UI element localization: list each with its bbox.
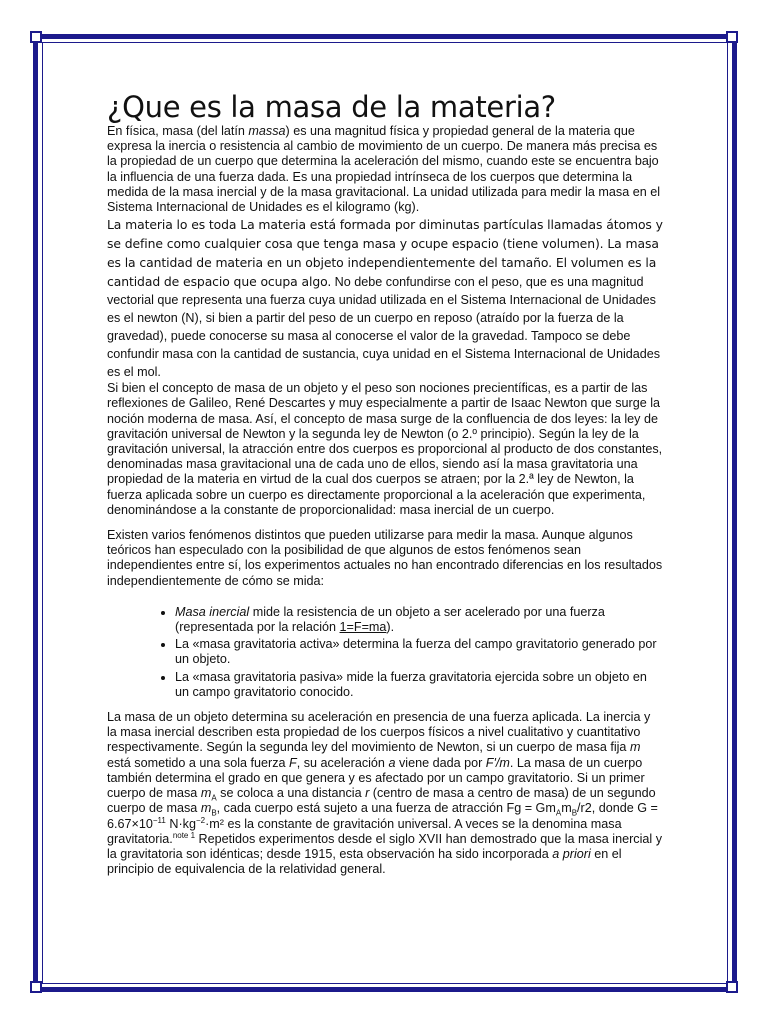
list-item: • Masa inercial mide la resistencia de un objeto a ser acelerado por una fuerza (representada por la relación 1=F=ma). xyxy=(175,605,663,635)
document-body xyxy=(107,90,663,877)
border-corner-top-left xyxy=(30,31,42,43)
paragraph-peso: No debe confundirse con el peso, que es una magnitud vectorial que representa una fuerza cuya unidad utilizada en el Sistema Internacional de Unidades es el newton (N), si bien a partir del peso de un cuerpo en reposo (atraído por la fuerza de la gravedad), puede conocerse su masa al conocerse el valor de la gravedad. Tampoco se debe confundir masa con la cantidad de sustancia, cuya unidad en el Sistema Internacional de Unidades es el mol. xyxy=(107,275,661,380)
paragraph-materia: La materia lo es toda La materia está formada por diminutas partículas llamadas átomos y se define como cualquier cosa que tenga masa y ocupe espacio (tiene volumen). La masa es la cantidad de materia en un objeto independientemente del tamaño. El volumen es la cantidad de espacio que ocupa algo. xyxy=(107,217,663,290)
footnote-link[interactable]: note 1 xyxy=(172,830,196,840)
page-title: ¿Que es la masa de la materia? xyxy=(107,90,556,124)
border-corner-bottom-right xyxy=(726,981,738,993)
paragraph-newton: La masa de un objeto determina su aceleración en presencia de una fuerza aplicada. La inercia y la masa inercial describen esta propiedad de los cuerpos físicos a nivel cualitativo y cuantitativo respectivamente. Según la segunda ley del movimiento de Newton, si un cuerpo de masa fija m está sometido a una sola fuerza F, su aceleración a viene dada por F'/m. La masa de un cuerpo también determina el grado en que genera y es afectado por un campo gravitatorio. Si un primer cuerpo de masa $m_A$ se coloca a una distancia r (centro de masa a centro de masa) de un segundo cuerpo de masa $m_B$, cada cuerpo está sujeto a una fuerza de atracción $Fg = Gm_Am_B/r2$, donde $G = 6.67\times 10^{-11}$ $N\cdot kg^{-2}\cdot m^2$ es la constante de gravitación universal. A veces se la denomina masa gravitatoria.$^{note 1}$ Repetidos experimentos desde el siglo XVII han demostrado que la masa inercial y la gravitatoria son idénticas; desde 1915, esta observación ha sido incorporada a priori en el principio de equivalencia de la relatividad general. xyxy=(107,710,662,877)
list-item: • La «masa gravitatoria pasiva» mide la fuerza gravitatoria ejercida sobre un objeto en un campo gravitatorio conocido. xyxy=(175,670,663,700)
border-corner-bottom-left xyxy=(30,981,42,993)
paragraph-history: Si bien el concepto de masa de un objeto y el peso son nociones precientíficas, es a partir de las reflexiones de Galileo, René Descartes y muy especialmente a partir de Isaac Newton que surge la noción moderna de masa. Así, el concepto de masa surge de la confluencia de dos leyes: la ley de gravitación universal de Newton y la segunda ley de Newton (o 2.º principio). Según la ley de la gravitación universal, la atracción entre dos cuerpos es proporcional al producto de dos constantes, denominadas masa gravitacional una de cada uno de ellos, siendo así la masa gravitatoria una propiedad de la materia en virtud de la cual dos cuerpos se atraen; por la 2.ª ley de Newton, la fuerza aplicada sobre un cuerpo es directamente proporcional a la aceleración que experimenta, denominándose a la constante de proporcionalidad: masa inercial de un cuerpo. xyxy=(107,381,663,517)
mass-types-list xyxy=(107,605,663,700)
list-item: • La «masa gravitatoria activa» determina la fuerza del campo gravitatorio generado por un objeto. xyxy=(175,637,663,667)
paragraph-phenomena: Existen varios fenómenos distintos que pueden utilizarse para medir la masa. Aunque algunos teóricos han especulado con la posibilidad de que algunos de estos fenómenos sean independientes entre sí, los experimentos actuales no han encontrado diferencias en los resultados independientemente de cómo se mida: xyxy=(107,528,663,588)
border-corner-top-right xyxy=(726,31,738,43)
paragraph-definition: En física, masa (del latín massa) es una magnitud física y propiedad general de la materia que expresa la inercia o resistencia al cambio de movimiento de un cuerpo. De manera más precisa es la propiedad de un cuerpo que determina la aceleración del mismo, cuando este se encuentra bajo la influencia de una fuerza dada. Es una propiedad intrínseca de los cuerpos que determina la medida de la masa inercial y de la masa gravitacional. La unidad utilizada para medir la masa en el Sistema Internacional de Unidades es el kilogramo (kg). xyxy=(107,124,661,215)
